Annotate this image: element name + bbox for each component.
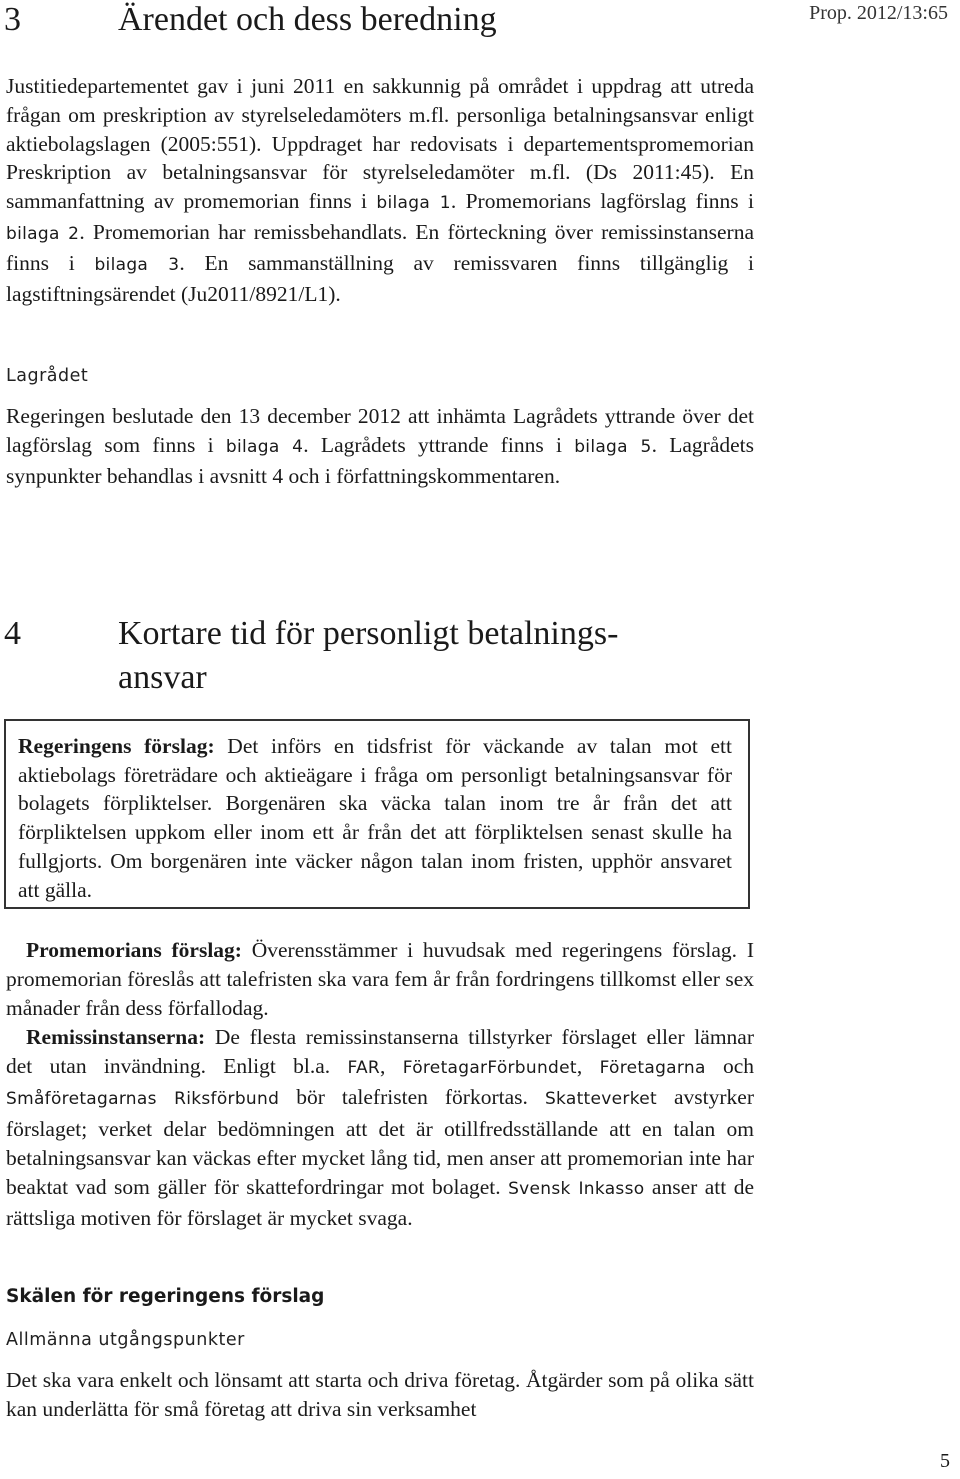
remiss-och: och bbox=[705, 1054, 755, 1079]
proposal-label: Regeringens förslag: bbox=[18, 734, 215, 758]
remiss-sep-2: , bbox=[576, 1054, 600, 1079]
lagradet-text-1: Regeringen beslutade den 13 december 2012 att inhämta Lagrådets yttrande över det lagförslag som finns i bbox=[6, 404, 754, 458]
lagradet-text-2: . Lagrådets yttrande finns i bbox=[303, 433, 575, 458]
skalen-heading: Skälen för regeringens förslag bbox=[6, 1286, 325, 1307]
lagradet-heading: Lagrådet bbox=[6, 366, 89, 386]
org-smaforetagarnas-riksforbund: Småföretagarnas Riksförbund bbox=[6, 1089, 280, 1110]
allmanna-heading: Allmänna utgångspunkter bbox=[6, 1330, 245, 1350]
remiss-label: Remissinstanserna: bbox=[26, 1025, 206, 1049]
remiss-paragraph bbox=[6, 1023, 754, 1233]
allmanna-paragraph: Det ska vara enkelt och lönsamt att starta och driva företag. Åtgärder som på olika sätt kan underlätta för små företag att driva sin verksamhet bbox=[6, 1368, 754, 1422]
remiss-text-1: De flesta remissinstanserna tillstyrker förslaget eller lämnar det utan invändning. Enligt bl.a. bbox=[6, 1025, 754, 1079]
intro-text-4: . En sammanställning av remissvaren finns tillgänglig i lagstiftningsärendet (Ju2011/8921/L1). bbox=[6, 250, 755, 306]
bilaga-3-ref: bilaga 3 bbox=[94, 254, 180, 275]
intro-text-2: . Promemorians lagförslag finns i bbox=[450, 189, 754, 214]
proposal-body: Det införs en tidsfrist för väckande av talan mot ett aktiebolags företrädare och aktieägare i fråga om personligt betalningsansvar för bolagets förpliktelser. Borgenären ska väcka talan inom tre år från det att förpliktelsen uppkom eller inom ett år från det att förpliktelsen senast skulle ha fullgjorts. Om borgenären inte väcker någon talan inom fristen, upphör ansvaret att gälla. bbox=[18, 734, 732, 902]
org-svensk-inkasso: Svensk Inkasso bbox=[508, 1179, 645, 1200]
section-4-title-line2: ansvar bbox=[118, 659, 207, 696]
page-number: 5 bbox=[940, 1450, 950, 1472]
section-4-number: 4 bbox=[4, 615, 21, 652]
section-number: 3 bbox=[4, 1, 21, 38]
prop-reference: Prop. 2012/13:65 bbox=[809, 2, 948, 24]
remiss-sep-1: , bbox=[380, 1054, 403, 1079]
bilaga-4-ref: bilaga 4 bbox=[225, 437, 304, 458]
org-far: FAR bbox=[347, 1058, 381, 1079]
bilaga-5-ref: bilaga 5 bbox=[574, 437, 652, 458]
promemoria-body: Överensstämmer i huvudsak med regeringens förslag. I promemorian föreslås att talefristen ska vara fem år från fordringens tillkomst eller sex månader från dess förfallodag. bbox=[6, 938, 754, 1020]
org-foretagarforbundet: FöretagarFörbundet bbox=[402, 1058, 577, 1079]
remiss-text-3: avstyrker förslaget; verket delar bedömningen att det är otillfredsställande att en talan om betalningsansvar kan väckas efter mycket lång tid, men anser att promemorian inte har beaktat vad som gäller för skattefordringar mot bolaget. bbox=[6, 1085, 755, 1200]
bilaga-2-ref: bilaga 2 bbox=[6, 223, 80, 244]
org-skatteverket: Skatteverket bbox=[544, 1089, 657, 1110]
section-title: Ärendet och dess beredning bbox=[118, 1, 497, 38]
bilaga-1-ref: bilaga 1 bbox=[376, 193, 451, 214]
section-4-title-line1: Kortare tid för personligt betalnings- bbox=[118, 615, 619, 652]
intro-text-3: . Promemorian har remissbehandlats. En förteckning över remissinstanserna finns i bbox=[6, 219, 755, 275]
lagradet-text-3: . Lagrådets synpunkter behandlas i avsnitt 4 och i författningskommentaren. bbox=[6, 433, 755, 489]
promemoria-paragraph bbox=[6, 936, 754, 1023]
lagradet-paragraph bbox=[6, 402, 754, 492]
remiss-text-4: anser att de rättsliga motiven för förslaget är mycket svaga. bbox=[6, 1175, 754, 1231]
promemoria-label: Promemorians förslag: bbox=[26, 938, 242, 962]
intro-text-1: Justitiedepartementet gav i juni 2011 en sakkunnig på området i uppdrag att utreda frågan om preskription av styrelseledamöters m.fl. personliga betalningsansvar enligt aktiebolagslagen (2005:551). Uppdraget har redovisats i departementspromemorian Preskription av betalningsansvar för styrelseledamöter m.fl. (Ds 2011:45). En sammanfattning av promemorian finns i bbox=[6, 74, 754, 214]
intro-paragraph bbox=[6, 72, 754, 308]
remiss-text-2: bör talefristen förkortas. bbox=[279, 1085, 545, 1110]
org-foretagarna: Företagarna bbox=[599, 1058, 706, 1079]
proposal-text bbox=[18, 732, 732, 904]
